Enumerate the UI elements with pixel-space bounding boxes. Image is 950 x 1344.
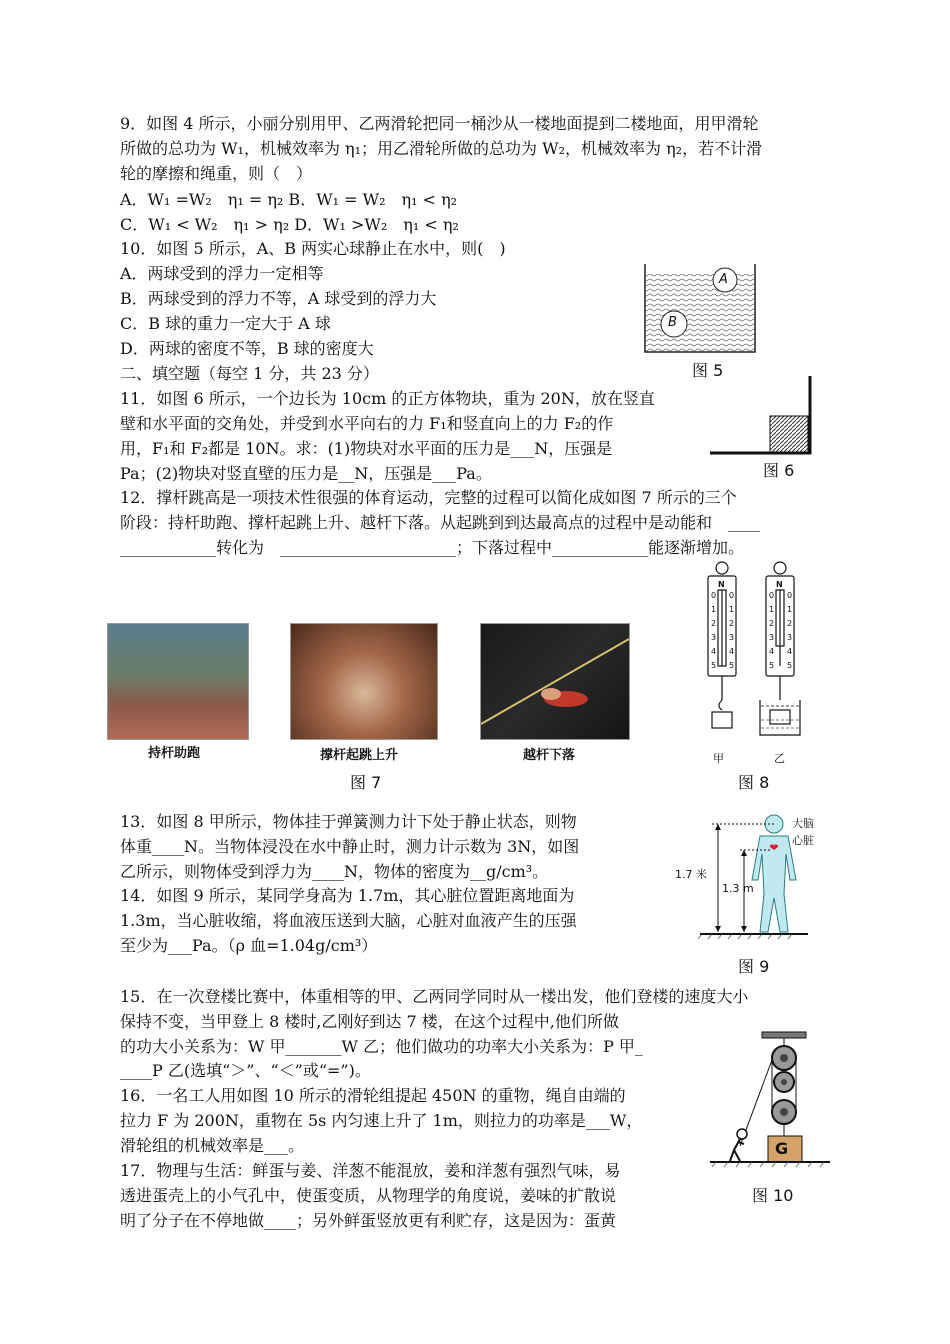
text-line: 体重____N。当物体浸没在水中静止时，测力计示数为 3N，如图 [120,837,580,856]
figure-5-caption: 图 5 [692,361,724,380]
svg-text:3: 3 [787,633,793,642]
text-line: 透进蛋壳上的小气孔中，使蛋变质，从物理学的角度说，姜味的扩散说 [120,1186,617,1205]
svg-text:4: 4 [729,647,735,656]
ball-b-label: B [668,315,677,330]
heart-height-label: 1.3 m [722,882,754,895]
height-label: 1.7 米 [675,868,707,881]
figure-6-diagram [708,376,814,456]
figure-7-caption: 图 7 [350,773,382,792]
svg-text:0: 0 [787,591,793,600]
text-line: 滑轮组的机械效率是___。 [120,1136,305,1155]
text-line: 16．一名工人用如图 10 所示的滑轮组提起 450N 的重物，绳自由端的 [120,1086,626,1105]
text-line: 的功大小关系为：W 甲_______W 乙；他们做功的功率大小关系为：P 甲_ [120,1037,643,1056]
figure-8-caption: 图 8 [738,773,770,792]
svg-text:5: 5 [769,661,775,670]
text-line: 13．如图 8 甲所示，物体挂于弹簧测力计下处于静止状态，则物 [120,812,577,831]
figure-8-diagram [700,560,810,750]
svg-text:N: N [718,580,725,589]
text-line: 14．如图 9 所示，某同学身高为 1.7m，其心脏位置距离地面为 [120,886,575,905]
figure-8-left-label: 甲 [713,752,724,765]
option-line: C．W₁ < W₂ η₁ > η₂ D．W₁ >W₂ η₁ < η₂ [120,215,459,234]
figure-9-caption: 图 9 [738,957,770,976]
svg-text:1: 1 [729,605,735,614]
text-line: Pa；(2)物块对竖直壁的压力是__N，压强是___Pa。 [120,464,492,483]
text-line: 10．如图 5 所示，A、B 两实心球静止在水中，则( ) [120,239,506,258]
svg-text:5: 5 [787,661,793,670]
text-line: 所做的总功为 W₁，机械效率为 η₁；用乙滑轮所做的总功为 W₂，机械效率为 η₂，若不计滑 [120,139,763,158]
ball-a-label: A [719,272,728,287]
text-line: 11．如图 6 所示，一个边长为 10cm 的正方体物块，重为 20N，放在竖直 [120,389,655,408]
text-line: ____P 乙(选填“＞”、“＜”或“=”)。 [120,1061,371,1080]
text-line: 9．如图 4 所示，小丽分别用甲、乙两滑轮把同一桶沙从一楼地面提到二楼地面，用甲滑轮 [120,114,759,133]
option-line: A．W₁ =W₂ η₁ = η₂ B．W₁ = W₂ η₁ < η₂ [120,190,458,209]
text-line: 用，F₁和 F₂都是 10N。求：(1)物块对水平面的压力是___N，压强是 [120,439,613,458]
heart-label: 心脏 [792,834,814,847]
text-line: ____________转化为 ______________________；下落过程中____________能逐渐增加。 [120,538,745,557]
svg-text:0: 0 [729,591,735,600]
text-line: 17．物理与生活：鲜蛋与姜、洋葱不能混放，姜和洋葱有强烈气味，易 [120,1161,621,1180]
svg-text:0: 0 [769,591,775,600]
svg-text:1: 1 [787,605,793,614]
text-line: 至少为___Pa。（ρ 血=1.04g/cm³） [120,936,378,955]
option-line: A．两球受到的浮力一定相等 [120,264,324,283]
text-line: 保持不变，当甲登上 8 楼时,乙刚好到达 7 楼，在这个过程中,他们所做 [120,1012,619,1031]
text-line: 15．在一次登楼比赛中，体重相等的甲、乙两同学同时从一楼出发，他们登楼的速度大小 [120,987,749,1006]
svg-text:1: 1 [769,605,775,614]
option-line: C．B 球的重力一定大于 A 球 [120,314,331,333]
svg-text:5: 5 [729,661,735,670]
svg-text:N: N [776,580,783,589]
figure-6-caption: 图 6 [763,461,795,480]
svg-text:3: 3 [769,633,775,642]
brain-label: 大脑 [792,817,814,830]
photo-label: 越杆下落 [523,748,576,763]
section-heading: 二、填空题（每空 1 分，共 23 分） [120,364,379,383]
svg-text:4: 4 [769,647,775,656]
text-line: 轮的摩擦和绳重，则（ ） [120,164,313,183]
text-line: 乙所示，则物体受到浮力为____N，物体的密度为__g/cm³。 [120,862,549,881]
text-line: 明了分子在不停地做____；另外鲜蛋竖放更有利贮存，这是因为：蛋黄 [120,1211,617,1230]
svg-text:2: 2 [711,619,717,628]
option-line: D．两球的密度不等，B 球的密度大 [120,339,374,358]
figure-10-diagram [710,1028,830,1180]
text-line: 壁和水平面的交角处，并受到水平向右的力 F₁和竖直向上的力 F₂的作 [120,414,614,433]
figure-5-diagram [640,262,760,356]
svg-text:0: 0 [711,591,717,600]
photo-label: 撑杆起跳上升 [320,748,399,763]
text-line: 12．撑杆跳高是一项技术性很强的体育运动，完整的过程可以简化成如图 7 所示的三个 [120,488,737,507]
text-line: 拉力 F 为 200N，重物在 5s 内匀速上升了 1m，则拉力的功率是___W， [120,1111,643,1130]
photo-label: 持杆助跑 [148,746,201,761]
svg-text:5: 5 [711,661,717,670]
weight-label: G [775,1139,789,1158]
svg-text:4: 4 [787,647,793,656]
svg-text:2: 2 [769,619,775,628]
clearance-photo [480,623,630,740]
svg-text:1: 1 [711,605,717,614]
text-line: 1.3m，当心脏收缩，将血液压送到大脑，心脏对血液产生的压强 [120,911,577,930]
take-off-photo [290,623,438,740]
svg-text:3: 3 [729,633,735,642]
figure-10-caption: 图 10 [752,1186,794,1205]
svg-text:2: 2 [787,619,793,628]
svg-text:2: 2 [729,619,735,628]
figure-8-right-label: 乙 [774,752,785,765]
text-line: 阶段：持杆助跑、撑杆起跳上升、越杆下落。从起跳到到达最高点的过程中是动能和 ____ [120,513,761,532]
option-line: B．两球受到的浮力不等，A 球受到的浮力大 [120,289,437,308]
run-up-photo [107,623,249,740]
svg-text:3: 3 [711,633,717,642]
svg-text:4: 4 [711,647,717,656]
